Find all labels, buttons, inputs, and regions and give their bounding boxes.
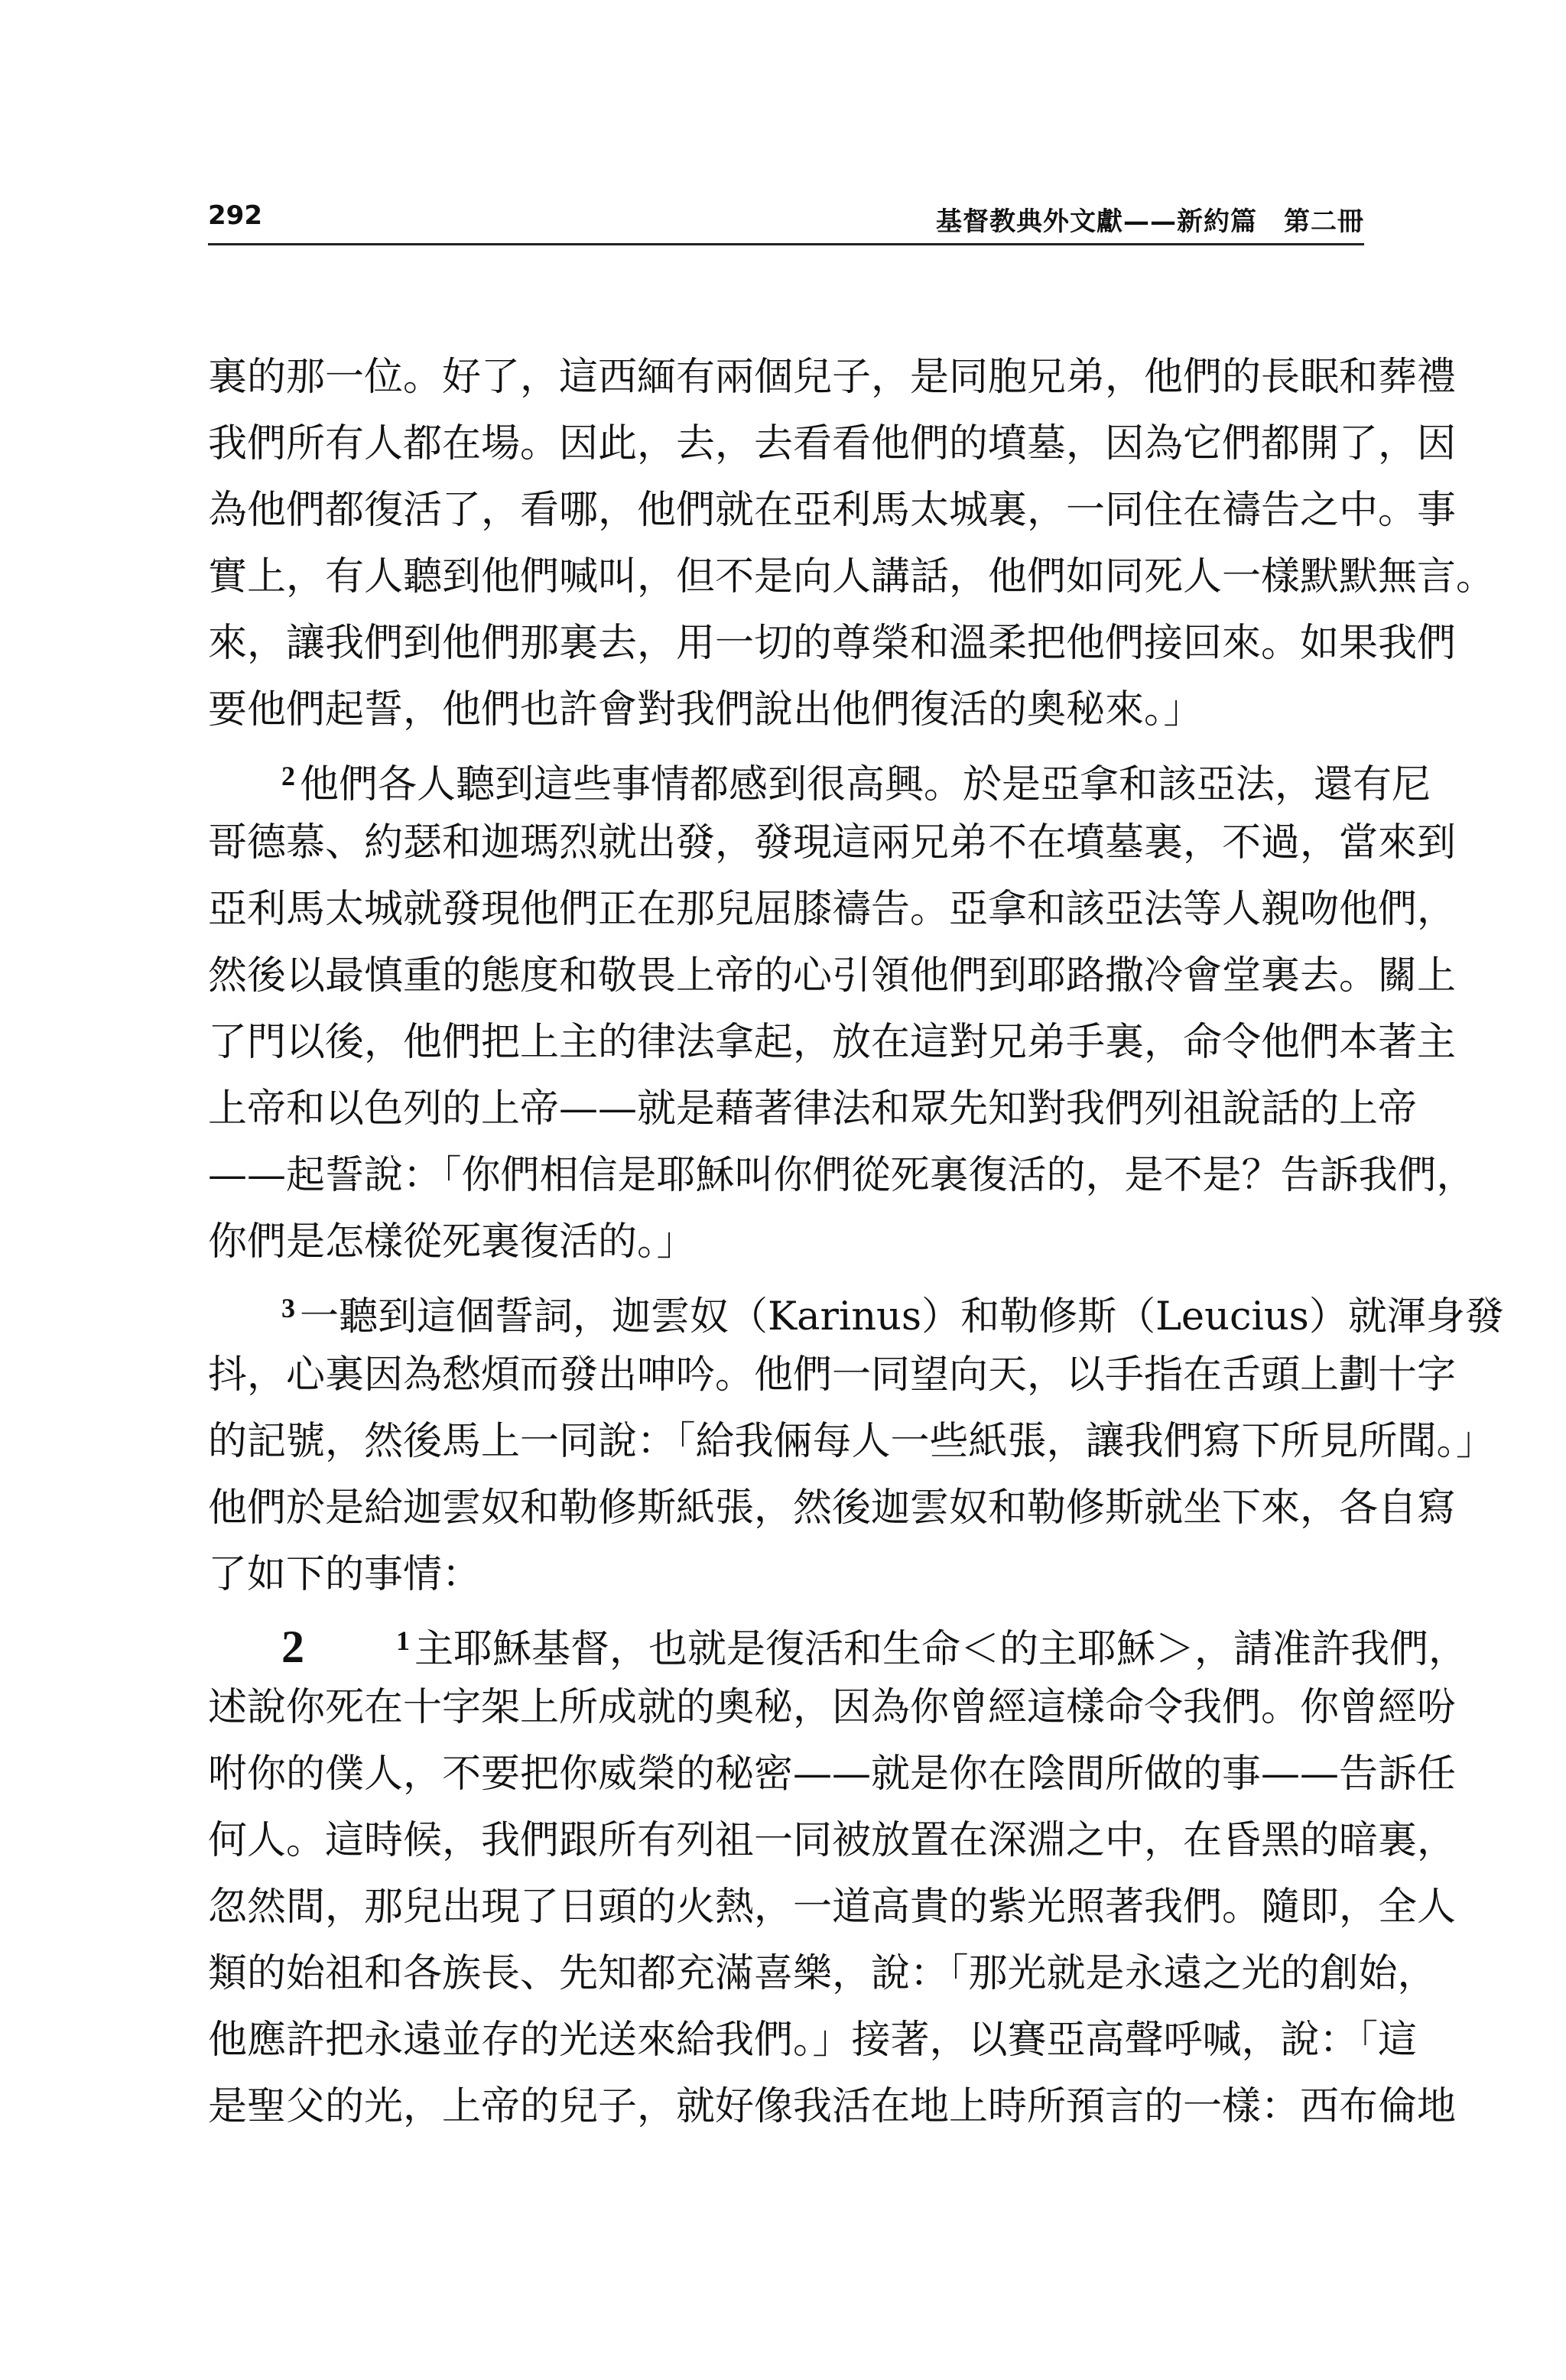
text-line: 述說你死在十字架上所成就的奧秘，因為你曾經這樣命令我們。你曾經吩 [208, 1685, 1457, 1730]
text-line: 何人。這時候，我們跟所有列祖一同被放置在深淵之中，在昏黑的暗裏， [208, 1818, 1457, 1863]
text-line: 類的始祖和各族長、先知都充滿喜樂，說：「那光就是永遠之光的創始， [208, 1951, 1437, 1996]
text-line: 是聖父的光，上帝的兒子，就好像我活在地上時所預言的一樣：西布倫地 [208, 2084, 1457, 2129]
text-line: 上帝和以色列的上帝——就是藉著律法和眾先知對我們列祖說話的上帝 [208, 1086, 1418, 1132]
body-text [208, 344, 1504, 2140]
text-line: 為他們都復活了，看哪，他們就在亞利馬太城裏，一同住在禱告之中。事 [208, 488, 1457, 533]
text-line: 了門以後，他們把上主的律法拿起，放在這對兄弟手裏，命令他們本著主 [208, 1020, 1457, 1065]
text-line: 然後以最慎重的態度和敬畏上帝的心引領他們到耶路撒冷會堂裏去。關上 [208, 953, 1457, 998]
verse-text: 主耶穌基督，也就是復活和生命＜的主耶穌＞，請准許我們， [414, 1627, 1468, 1672]
text-line: 你們是怎樣從死裏復活的。」 [208, 1219, 696, 1265]
text-line: 他們於是給迦雲奴和勒修斯紙張，然後迦雲奴和勒修斯就坐下來，各自寫 [208, 1485, 1457, 1531]
text-line: 忽然間，那兒出現了日頭的火熱，一道高貴的紫光照著我們。隨即，全人 [208, 1885, 1457, 1930]
verse-number: 1 [396, 1625, 410, 1656]
text-line: 實上，有人聽到他們喊叫，但不是向人講話，他們如同死人一樣默默無言。 [208, 554, 1496, 599]
verse-line [208, 1275, 1504, 1342]
text-line: ——起誓說：「你們相信是耶穌叫你們從死裏復活的，是不是？告訴我們， [208, 1153, 1476, 1198]
text-line: 哥德慕、約瑟和迦瑪烈就出發，發現這兩兄弟不在墳墓裏，不過，當來到 [208, 820, 1457, 865]
verse-text: 一聽到這個誓詞，迦雲奴（Karinus）和勒修斯（Leucius）就渾身發 [300, 1294, 1504, 1339]
chapter-line [208, 1608, 1468, 1674]
page-header [208, 197, 1364, 245]
text-line: 了如下的事情： [208, 1552, 482, 1597]
text-line: 抖，心裏因為愁煩而發出呻吟。他們一同望向天，以手指在舌頭上劃十字 [208, 1352, 1457, 1398]
verse-number: 2 [281, 761, 295, 791]
text-line: 咐你的僕人，不要把你威榮的秘密——就是你在陰間所做的事——告訴任 [208, 1752, 1457, 1797]
text-line: 裏的那一位。好了，這西緬有兩個兒子，是同胞兄弟，他們的長眠和葬禮 [208, 355, 1457, 400]
text-line: 我們所有人都在場。因此，去，去看看他們的墳墓，因為它們都開了，因 [208, 421, 1457, 466]
text-line: 的記號，然後馬上一同說：「給我倆每人一些紙張，讓我們寫下所見所聞。」 [208, 1419, 1496, 1464]
text-line: 來，讓我們到他們那裏去，用一切的尊榮和溫柔把他們接回來。如果我們 [208, 621, 1457, 666]
text-line: 亞利馬太城就發現他們正在那兒屈膝禱告。亞拿和該亞法等人親吻他們， [208, 887, 1457, 932]
chapter-number: 2 [281, 1622, 304, 1672]
page-number: 292 [208, 200, 262, 231]
text-line: 他應許把永遠並存的光送來給我們。」接著，以賽亞高聲呼喊，說：「這 [208, 2018, 1418, 2063]
verse-number: 3 [281, 1293, 295, 1323]
running-title: 基督教典外文獻——新約篇 第二冊 [936, 206, 1364, 237]
text-line: 要他們起誓，他們也許會對我們說出他們復活的奧秘來。」 [208, 687, 1203, 732]
verse-text: 他們各人聽到這些事情都感到很高興。於是亞拿和該亞法，還有尼 [300, 762, 1431, 807]
verse-line [208, 743, 1431, 810]
